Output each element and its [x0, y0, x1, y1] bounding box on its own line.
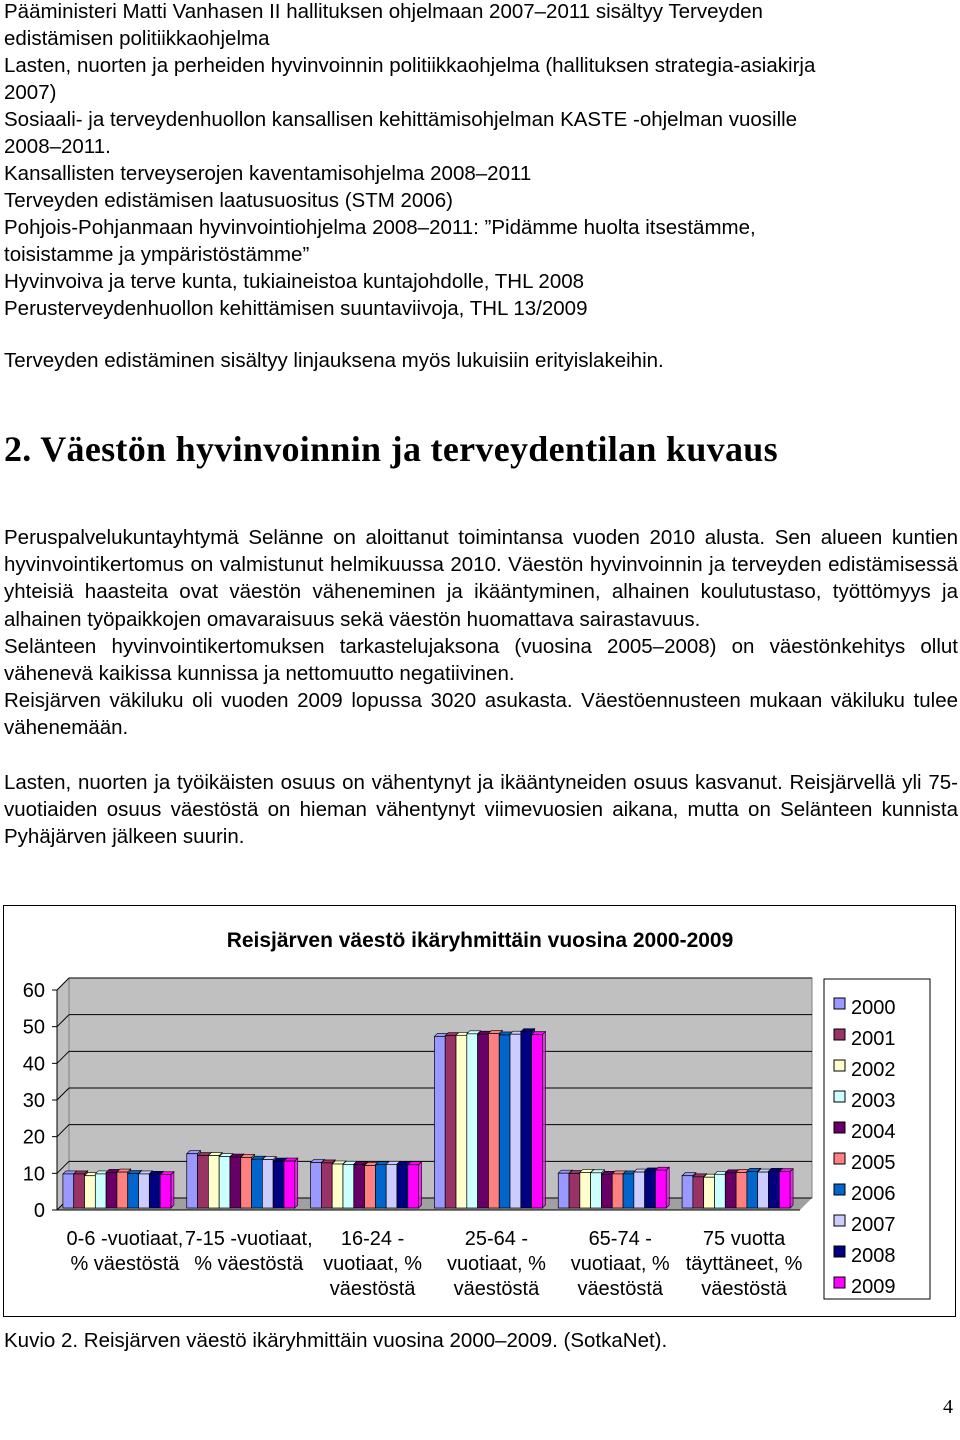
bar	[386, 1164, 397, 1208]
legend-swatch	[834, 1060, 845, 1071]
legend-label: 2006	[851, 1183, 896, 1205]
bar	[187, 1154, 198, 1208]
bar	[74, 1174, 85, 1208]
x-tick-label: vuotiaat, %	[323, 1253, 423, 1275]
bar	[332, 1164, 343, 1208]
bar	[456, 1035, 467, 1208]
bar	[580, 1172, 591, 1208]
bar	[714, 1174, 725, 1208]
bar	[655, 1170, 666, 1208]
intro-line: Pääministeri Matti Vanhasen II hallituksen ohjelmaan 2007–2011 sisältyy Terveyden	[4, 0, 763, 23]
intro-line: Terveyden edistämisen laatusuositus (STM 2006)	[4, 189, 453, 212]
intro-line: 2008–2011.	[4, 135, 111, 158]
bar	[63, 1174, 74, 1208]
bar	[408, 1165, 419, 1208]
y-tick-label: 30	[22, 1090, 45, 1112]
bar	[354, 1165, 365, 1208]
legend-label: 2005	[851, 1152, 896, 1174]
bar	[467, 1034, 478, 1208]
x-tick-label: vuotiaat, %	[570, 1253, 670, 1275]
intro-line: 2007)	[4, 81, 57, 104]
bar	[510, 1034, 521, 1208]
legend-label: 2003	[851, 1090, 896, 1112]
paragraph-3: Reisjärven väkiluku oli vuoden 2009 lopussa 3020 asukasta. Väestöennusteen mukaan väkiluku tulee vähenemään.	[4, 689, 958, 740]
legend-label: 2007	[851, 1214, 896, 1236]
bar	[95, 1174, 106, 1208]
bar	[160, 1175, 171, 1208]
legend-label: 2008	[851, 1245, 896, 1267]
y-tick-label: 10	[22, 1163, 45, 1186]
bar	[128, 1174, 139, 1208]
bar	[273, 1161, 284, 1208]
legend-label: 2002	[851, 1059, 896, 1081]
bar	[747, 1171, 758, 1208]
x-tick-label: 0-6 -vuotiaat,	[66, 1228, 184, 1250]
y-tick-label: 40	[22, 1053, 45, 1076]
legend-swatch	[834, 998, 845, 1009]
bar	[149, 1174, 160, 1208]
bar	[623, 1174, 634, 1208]
intro-line: Hyvinvoiva ja terve kunta, tukiaineistoa kuntajohdolle, THL 2008	[4, 270, 585, 293]
x-tick-label: täyttäneet, %	[685, 1253, 803, 1275]
intro-line: toisistamme ja ympäristöstämme”	[4, 243, 310, 266]
legend-label: 2004	[851, 1121, 896, 1143]
bar	[434, 1036, 445, 1208]
y-tick-label: 0	[33, 1200, 45, 1222]
bar	[645, 1171, 656, 1208]
bar	[634, 1172, 645, 1208]
bar	[768, 1171, 779, 1208]
note-text: Terveyden edistäminen sisältyy linjauksena myös lukuisiin erityislakeihin.	[4, 349, 664, 372]
bar-side	[419, 1162, 422, 1208]
bar-side	[666, 1167, 669, 1208]
bar	[532, 1035, 543, 1208]
x-tick-label: väestöstä	[701, 1278, 787, 1300]
x-tick-label: % väestöstä	[194, 1253, 304, 1275]
bar	[499, 1035, 510, 1208]
bar-side	[542, 1032, 545, 1208]
x-tick-label: 75 vuotta	[702, 1228, 786, 1250]
y-tick-label: 60	[22, 980, 45, 1002]
bar	[601, 1174, 612, 1208]
y-tick-label: 20	[22, 1126, 45, 1149]
bar	[343, 1164, 354, 1208]
x-tick-label: 65-74 -	[588, 1228, 652, 1250]
legend-swatch	[834, 1029, 845, 1040]
bar	[591, 1173, 602, 1208]
bar-side	[295, 1158, 298, 1208]
legend-label: 2009	[851, 1276, 896, 1298]
paragraph-1: Peruspalvelukuntayhtymä Selänne on aloittanut toimintansa vuoden 2010 alusta. Sen alueen kuntien hyvinvointikertomus on valmistunut helmikuussa 2010. Väestön hyvinvoinnin ja terveyden edistämisessä yhteisiä haasteita ovat väestön väheneminen ja ikääntyminen, alhainen koulutustaso, työttömyys ja alhainen työpaikkojen omavaraisuus sekä väestön huomattava sairastavuus.	[4, 526, 958, 631]
page-number: 4	[943, 1396, 953, 1418]
legend-swatch	[834, 1184, 845, 1195]
x-tick-label: väestöstä	[577, 1278, 664, 1300]
legend-label: 2001	[851, 1028, 896, 1050]
heading-text: 2. Väestön hyvinvoinnin ja terveydentilan kuvaus	[4, 429, 778, 469]
bar-side	[790, 1169, 793, 1208]
bar	[198, 1156, 209, 1208]
intro-line: edistämisen politiikkaohjelma	[4, 27, 270, 50]
bar	[321, 1163, 332, 1208]
bar	[736, 1172, 747, 1208]
legend-swatch	[834, 1215, 845, 1226]
bar	[779, 1172, 790, 1208]
paragraph-2: Selänteen hyvinvointikertomuksen tarkastelujaksona (vuosina 2005–2008) on väestönkehitys ollut vähenevä kaikissa kunnissa ja nettomuutto negatiivinen.	[4, 634, 958, 686]
bar	[488, 1033, 499, 1208]
legend-swatch	[834, 1277, 845, 1288]
bar	[117, 1172, 128, 1208]
legend-swatch	[834, 1153, 845, 1164]
bar	[311, 1163, 322, 1208]
bar	[241, 1157, 252, 1208]
intro-line: Perusterveydenhuollon kehittämisen suuntaviivoja, THL 13/2009	[4, 297, 588, 320]
bar	[230, 1157, 241, 1208]
chart-title: Reisjärven väestö ikäryhmittäin vuosina 2000-2009	[226, 929, 734, 952]
bar	[208, 1156, 219, 1208]
bar	[725, 1173, 736, 1208]
figure-caption: Kuvio 2. Reisjärven väestö ikäryhmittäin vuosina 2000–2009. (SotkaNet).	[4, 1329, 668, 1352]
bar-side	[171, 1172, 174, 1208]
bar	[704, 1177, 715, 1208]
bar	[682, 1176, 693, 1208]
bar	[284, 1161, 295, 1208]
bar	[219, 1157, 230, 1208]
bar	[693, 1177, 704, 1208]
bar	[569, 1174, 580, 1208]
bar	[262, 1160, 273, 1208]
y-tick-label: 50	[22, 1016, 45, 1039]
bar	[375, 1165, 386, 1208]
bar	[106, 1172, 117, 1208]
intro-line: Kansallisten terveyserojen kaventamisohjelma 2008–2011	[4, 162, 532, 185]
x-tick-label: 7-15 -vuotiaat,	[184, 1228, 313, 1250]
intro-line: Lasten, nuorten ja perheiden hyvinvoinnin politiikkaohjelma (hallituksen strategia-asiakirja	[4, 54, 816, 77]
bar	[365, 1165, 376, 1208]
x-tick-label: 25-64 -	[464, 1228, 529, 1250]
bar	[558, 1173, 569, 1208]
legend-swatch	[834, 1122, 845, 1133]
x-tick-label: 16-24 -	[340, 1228, 405, 1250]
intro-line: Sosiaali- ja terveydenhuollon kansallisen kehittämisohjelman KASTE -ohjelman vuosille	[4, 108, 798, 131]
bar	[521, 1032, 532, 1208]
bar	[612, 1174, 623, 1208]
bar	[478, 1034, 489, 1208]
x-tick-label: vuotiaat, %	[446, 1253, 546, 1275]
bar	[85, 1176, 96, 1208]
intro-line: Pohjois-Pohjanmaan hyvinvointiohjelma 2008–2011: ”Pidämme huolta itsestämme,	[4, 216, 756, 239]
bar	[252, 1159, 263, 1208]
paragraph-4: Lasten, nuorten ja työikäisten osuus on vähentynyt ja ikääntyneiden osuus kasvanut. Reisjärvellä yli 75-vuotiaiden osuus väestöstä on hieman vähentynyt viimevuosien aikana, mutta on Selänteen kunnista Pyhäjärven jälkeen suurin.	[4, 770, 958, 849]
legend-swatch	[834, 1091, 845, 1102]
bar	[139, 1174, 150, 1208]
x-tick-label: väestöstä	[453, 1278, 540, 1300]
bar	[445, 1036, 456, 1208]
bar	[758, 1172, 769, 1208]
x-tick-label: % väestöstä	[70, 1253, 180, 1275]
legend-label: 2000	[851, 997, 896, 1019]
x-tick-label: väestöstä	[329, 1278, 416, 1300]
bar	[397, 1164, 408, 1208]
legend-swatch	[834, 1246, 845, 1257]
